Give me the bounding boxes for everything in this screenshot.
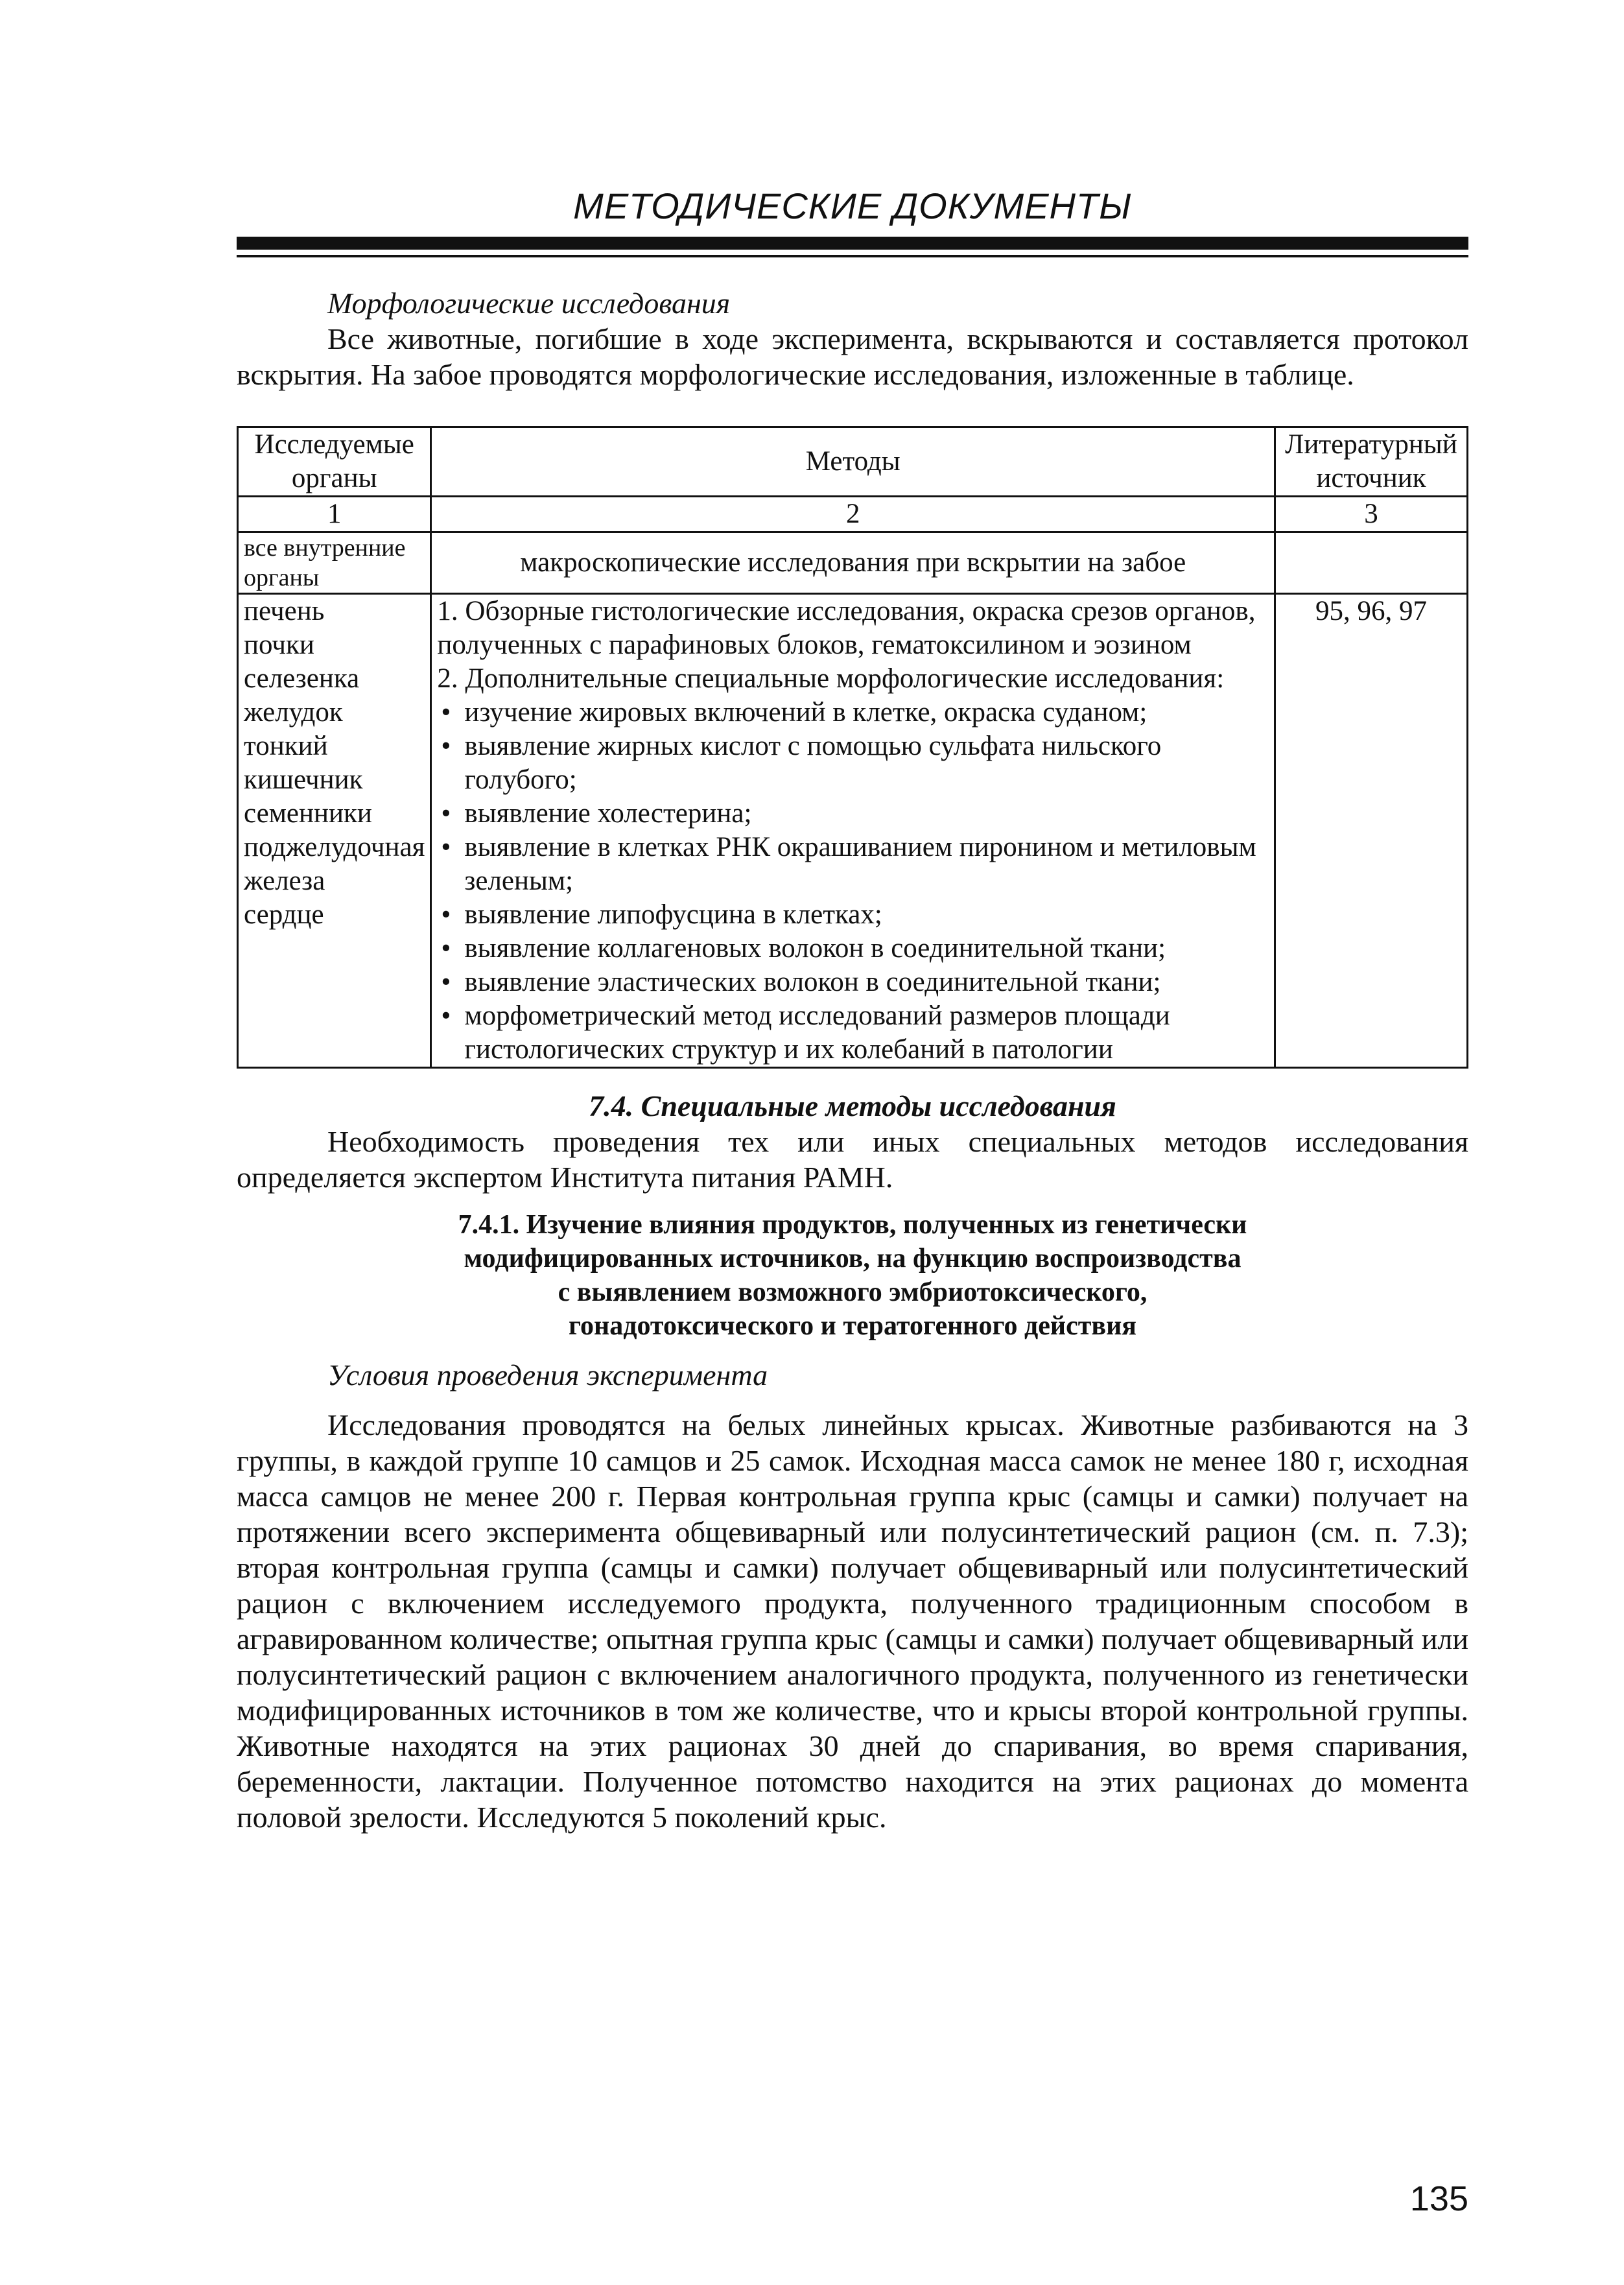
- organ-item: семенники: [244, 798, 372, 829]
- list-item: • морфометрический метод исследований размеров площади гистологических структур и их колебаний в патологии: [437, 999, 1269, 1067]
- morph-paragraph: Все животные, погибшие в ходе эксперимента, вскрываются и составляется протокол вскрытия. На забое проводятся морфологические исследования, изложенные в таблице.: [237, 322, 1468, 391]
- header-rule-thick: [237, 237, 1468, 250]
- page-number: 135: [1409, 2179, 1468, 2218]
- section-74-paragraph: Необходимость проведения тех или иных специальных методов исследования определяется экспертом Института питания РАМН.: [237, 1125, 1468, 1194]
- method-2: 2. Дополнительные специальные морфологические исследования:: [437, 663, 1225, 694]
- table-row: [238, 594, 1468, 1068]
- organ-item: селезенка: [244, 663, 360, 694]
- row1-organs: все внутренние органы: [238, 532, 431, 594]
- morphology-table: [237, 426, 1468, 1069]
- page-content: [237, 285, 1468, 1835]
- organ-item: поджелудочная железа: [244, 832, 425, 896]
- section-741-title-line: модифицированных источников, на функцию воспроизводства: [464, 1244, 1242, 1273]
- row2-methods: [431, 594, 1275, 1068]
- section-741-title-line: гонадотоксического и тератогенного действия: [568, 1311, 1136, 1341]
- conditions-heading: Условия проведения эксперимента: [327, 1358, 768, 1391]
- list-item: • выявление в клетках РНК окрашиванием пиронином и метиловым зеленым;: [437, 831, 1269, 898]
- header-rule-thin: [237, 255, 1468, 257]
- list-item: • выявление коллагеновых волокон в соединительной ткани;: [437, 932, 1269, 965]
- section-741-title-line: с выявлением возможного эмбриотоксического,: [558, 1277, 1147, 1307]
- list-item: • выявление холестерина;: [437, 797, 1269, 831]
- organ-item: почки: [244, 630, 314, 660]
- organ-item: тонкий кишечник: [244, 731, 363, 795]
- table-number-row: [238, 497, 1468, 532]
- row1-methods: макроскопические исследования при вскрытии на забое: [431, 532, 1275, 594]
- col-number-1: 1: [238, 497, 431, 532]
- list-item: • выявление жирных кислот с помощью сульфата нильского голубого;: [437, 729, 1269, 797]
- morph-heading: Морфологические исследования: [327, 287, 731, 320]
- conditions-paragraph: Исследования проводятся на белых линейных крысах. Животные разбиваются на 3 группы, в каждой группе 10 самцов и 25 самок. Исходная масса самок не менее 180 г, исходная масса самцов не менее 200 г. Первая контрольная группа крыс (самцы и самки) получает на протяжении всего эксперимента общевиварный или полусинтетический рацион (см. п. 7.3); вторая контрольная группа (самцы и самки) получает общевиварный или полусинтетический рацион с включением исследуемого продукта, полученного традиционным способом в агравированном количестве; опытная группа крыс (самцы и самки) получает общевиварный или полусинтетический рацион с включением аналогичного продукта, полученного из генетически модифицированных источников в том же количестве, что и крысы второй контрольной группы. Животные находятся на этих рационах 30 дней до спаривания, во время спаривания, беременности, лактации. Полученное потомство находится на этих рационах до момента половой зрелости. Исследуются 5 поколений крыс.: [237, 1408, 1468, 1834]
- method-1: 1. Обзорные гистологические исследования, окраска срезов органов, полученных с парафиновых блоков, гематоксилином и эозином: [437, 596, 1256, 660]
- row1-source: [1275, 532, 1468, 594]
- header-methods: Методы: [431, 427, 1275, 497]
- list-item: • выявление липофусцина в клетках;: [437, 898, 1269, 932]
- col-number-2: 2: [431, 497, 1275, 532]
- running-header: МЕТОДИЧЕСКИЕ ДОКУМЕНТЫ: [573, 185, 1132, 226]
- section-741-title-line: 7.4.1. Изучение влияния продуктов, полученных из генетически: [458, 1210, 1247, 1240]
- list-item: • выявление эластических волокон в соединительной ткани;: [437, 965, 1269, 999]
- table-header-row: [238, 427, 1468, 497]
- table-row: [238, 532, 1468, 594]
- header-organs: Исследуемые органы: [238, 427, 431, 497]
- organ-item: печень: [244, 596, 325, 626]
- organ-item: сердце: [244, 899, 324, 930]
- row2-organs: [238, 594, 431, 1068]
- list-item: • изучение жировых включений в клетке, окраска суданом;: [437, 696, 1269, 729]
- section-74-title: 7.4. Специальные методы исследования: [589, 1089, 1116, 1122]
- section-741-title: [237, 1208, 1468, 1343]
- row2-source: 95, 96, 97: [1275, 594, 1468, 1068]
- header-source: Литературный источник: [1275, 427, 1468, 497]
- col-number-3: 3: [1275, 497, 1468, 532]
- method-bullet-list: [437, 696, 1269, 1067]
- organ-item: желудок: [244, 697, 343, 728]
